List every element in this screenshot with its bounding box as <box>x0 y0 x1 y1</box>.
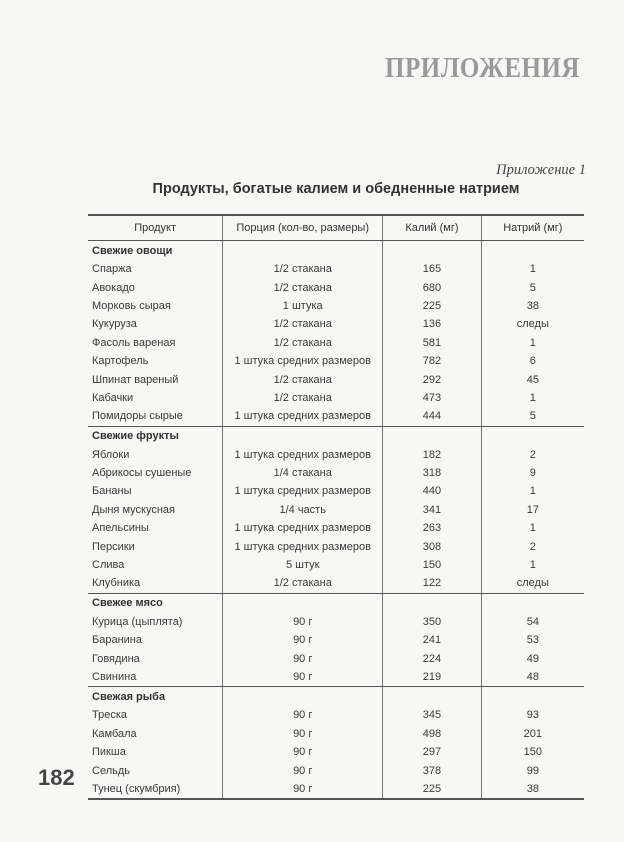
product-cell: Камбала <box>92 727 137 740</box>
sodium-cell: 6 <box>481 352 584 370</box>
product-cell: Фасоль вареная <box>92 336 176 349</box>
group-title: Свежие овощи <box>92 244 173 257</box>
product-cell: Слива <box>92 559 125 572</box>
portion-cell: 1 штука средних размеров <box>222 519 382 537</box>
table-row <box>88 278 584 296</box>
group-title-row <box>88 687 584 706</box>
potassium-cell: 473 <box>382 389 480 407</box>
potassium-cell: 680 <box>382 278 480 296</box>
table-row <box>88 446 584 464</box>
portion-cell: 1/2 стакана <box>222 334 382 352</box>
sodium-cell: 54 <box>481 613 584 631</box>
portion-cell: 1/2 стакана <box>222 278 382 296</box>
table-group <box>88 593 584 687</box>
product-cell: Говядина <box>92 652 140 665</box>
product-cell: Бананы <box>92 485 132 498</box>
empty-cell <box>382 687 480 706</box>
portion-cell: 90 г <box>222 725 382 743</box>
group-title-row <box>88 241 584 260</box>
column-header-product: Продукт <box>134 222 176 234</box>
sodium-cell: 201 <box>481 725 584 743</box>
potassium-cell: 498 <box>382 725 480 743</box>
empty-cell <box>222 241 382 260</box>
sodium-cell: 150 <box>481 743 584 761</box>
portion-cell: 90 г <box>222 613 382 631</box>
potassium-cell: 225 <box>382 297 480 315</box>
sodium-cell: 99 <box>481 761 584 779</box>
portion-cell: 5 штук <box>222 556 382 574</box>
empty-cell <box>382 427 480 446</box>
potassium-cell: 581 <box>382 334 480 352</box>
potassium-cell: 122 <box>382 574 480 592</box>
empty-cell <box>481 594 584 613</box>
sodium-cell: 38 <box>481 780 584 798</box>
portion-cell: 1 штука средних размеров <box>222 482 382 500</box>
table-row <box>88 574 584 592</box>
empty-cell <box>222 427 382 446</box>
sodium-cell: следы <box>481 315 584 333</box>
portion-cell: 1/4 часть <box>222 501 382 519</box>
product-cell: Тунец (скумбрия) <box>92 782 181 795</box>
potassium-cell: 219 <box>382 668 480 686</box>
product-cell: Кукуруза <box>92 318 137 331</box>
table-row <box>88 501 584 519</box>
sodium-cell: 1 <box>481 260 584 278</box>
potassium-cell: 341 <box>382 501 480 519</box>
table-row <box>88 537 584 555</box>
product-cell: Сельдь <box>92 764 130 777</box>
group-title: Свежее мясо <box>92 597 163 610</box>
potassium-cell: 150 <box>382 556 480 574</box>
table-row <box>88 464 584 482</box>
product-cell: Персики <box>92 540 135 553</box>
empty-cell <box>222 594 382 613</box>
product-cell: Курица (цыплята) <box>92 615 183 628</box>
column-header-potassium: Калий (мг) <box>382 216 480 240</box>
potassium-cell: 225 <box>382 780 480 798</box>
portion-cell: 1/2 стакана <box>222 315 382 333</box>
table-row <box>88 260 584 278</box>
empty-cell <box>481 687 584 706</box>
portion-cell: 90 г <box>222 761 382 779</box>
portion-cell: 1 штука средних размеров <box>222 537 382 555</box>
potassium-cell: 292 <box>382 370 480 388</box>
product-cell: Помидоры сырые <box>92 410 183 423</box>
portion-cell: 1 штука средних размеров <box>222 446 382 464</box>
section-header: ПРИЛОЖЕНИЯ <box>385 52 580 84</box>
group-title-row <box>88 427 584 446</box>
portion-cell: 1/4 стакана <box>222 464 382 482</box>
potassium-cell: 182 <box>382 446 480 464</box>
sodium-cell: 2 <box>481 446 584 464</box>
potassium-cell: 308 <box>382 537 480 555</box>
table-row <box>88 315 584 333</box>
sodium-cell: 5 <box>481 407 584 425</box>
sodium-cell: 1 <box>481 556 584 574</box>
appendix-label: Приложение 1 <box>496 162 586 178</box>
portion-cell: 90 г <box>222 780 382 798</box>
portion-cell: 90 г <box>222 631 382 649</box>
column-header-sodium: Натрий (мг) <box>481 216 584 240</box>
table-row <box>88 649 584 667</box>
sodium-cell: 53 <box>481 631 584 649</box>
group-title: Свежая рыба <box>92 690 166 703</box>
table-body <box>88 241 584 798</box>
sodium-cell: 9 <box>481 464 584 482</box>
table-row <box>88 482 584 500</box>
potassium-sodium-table <box>88 214 584 800</box>
sodium-cell: 38 <box>481 297 584 315</box>
table-row <box>88 519 584 537</box>
product-cell: Пикша <box>92 746 126 759</box>
potassium-cell: 782 <box>382 352 480 370</box>
product-cell: Яблоки <box>92 448 130 461</box>
group-title-row <box>88 594 584 613</box>
table-header-row <box>88 216 584 241</box>
product-cell: Дыня мускусная <box>92 503 175 516</box>
table-row <box>88 668 584 686</box>
sodium-cell: следы <box>481 574 584 592</box>
sodium-cell: 1 <box>481 482 584 500</box>
product-cell: Спаржа <box>92 263 132 276</box>
table-row <box>88 407 584 425</box>
group-title: Свежие фрукты <box>92 430 179 443</box>
sodium-cell: 17 <box>481 501 584 519</box>
empty-cell <box>222 687 382 706</box>
portion-cell: 1/2 стакана <box>222 389 382 407</box>
potassium-cell: 263 <box>382 519 480 537</box>
table-title: Продукты, богатые калием и обедненные натрием <box>152 181 520 197</box>
portion-cell: 90 г <box>222 743 382 761</box>
sodium-cell: 48 <box>481 668 584 686</box>
empty-cell <box>382 241 480 260</box>
product-cell: Абрикосы сушеные <box>92 467 192 480</box>
potassium-cell: 440 <box>382 482 480 500</box>
product-cell: Свинина <box>92 671 137 683</box>
table-row <box>88 780 584 798</box>
sodium-cell: 1 <box>481 334 584 352</box>
table-row <box>88 556 584 574</box>
potassium-cell: 297 <box>382 743 480 761</box>
product-cell: Баранина <box>92 634 142 647</box>
table-row <box>88 613 584 631</box>
potassium-cell: 318 <box>382 464 480 482</box>
table-group <box>88 241 584 426</box>
table-row <box>88 706 584 724</box>
potassium-cell: 378 <box>382 761 480 779</box>
product-cell: Клубника <box>92 577 141 590</box>
portion-cell: 1 штука средних размеров <box>222 352 382 370</box>
potassium-cell: 136 <box>382 315 480 333</box>
table-row <box>88 389 584 407</box>
portion-cell: 1/2 стакана <box>222 370 382 388</box>
table-group <box>88 426 584 593</box>
potassium-cell: 350 <box>382 613 480 631</box>
potassium-cell: 224 <box>382 649 480 667</box>
portion-cell: 1 штука <box>222 297 382 315</box>
product-cell: Кабачки <box>92 391 134 404</box>
product-cell: Треска <box>92 709 128 722</box>
portion-cell: 1 штука средних размеров <box>222 407 382 425</box>
empty-cell <box>382 594 480 613</box>
product-cell: Морковь сырая <box>92 299 171 312</box>
portion-cell: 90 г <box>222 706 382 724</box>
sodium-cell: 2 <box>481 537 584 555</box>
sodium-cell: 93 <box>481 706 584 724</box>
portion-cell: 90 г <box>222 668 382 686</box>
table-row <box>88 370 584 388</box>
sodium-cell: 49 <box>481 649 584 667</box>
table-row <box>88 334 584 352</box>
table-row <box>88 352 584 370</box>
potassium-cell: 345 <box>382 706 480 724</box>
table-row <box>88 631 584 649</box>
potassium-cell: 165 <box>382 260 480 278</box>
product-cell: Авокадо <box>92 281 135 294</box>
sodium-cell: 5 <box>481 278 584 296</box>
table-row <box>88 725 584 743</box>
potassium-cell: 444 <box>382 407 480 425</box>
product-cell: Шпинат вареный <box>92 373 179 386</box>
potassium-cell: 241 <box>382 631 480 649</box>
portion-cell: 90 г <box>222 649 382 667</box>
page-number: 182 <box>38 765 75 790</box>
empty-cell <box>481 427 584 446</box>
empty-cell <box>481 241 584 260</box>
table-group <box>88 686 584 798</box>
sodium-cell: 45 <box>481 370 584 388</box>
product-cell: Апельсины <box>92 522 149 535</box>
column-header-portion: Порция (кол-во, размеры) <box>222 216 382 240</box>
sodium-cell: 1 <box>481 519 584 537</box>
portion-cell: 1/2 стакана <box>222 574 382 592</box>
table-row <box>88 297 584 315</box>
sodium-cell: 1 <box>481 389 584 407</box>
table-row <box>88 761 584 779</box>
table-row <box>88 743 584 761</box>
product-cell: Картофель <box>92 355 149 368</box>
portion-cell: 1/2 стакана <box>222 260 382 278</box>
